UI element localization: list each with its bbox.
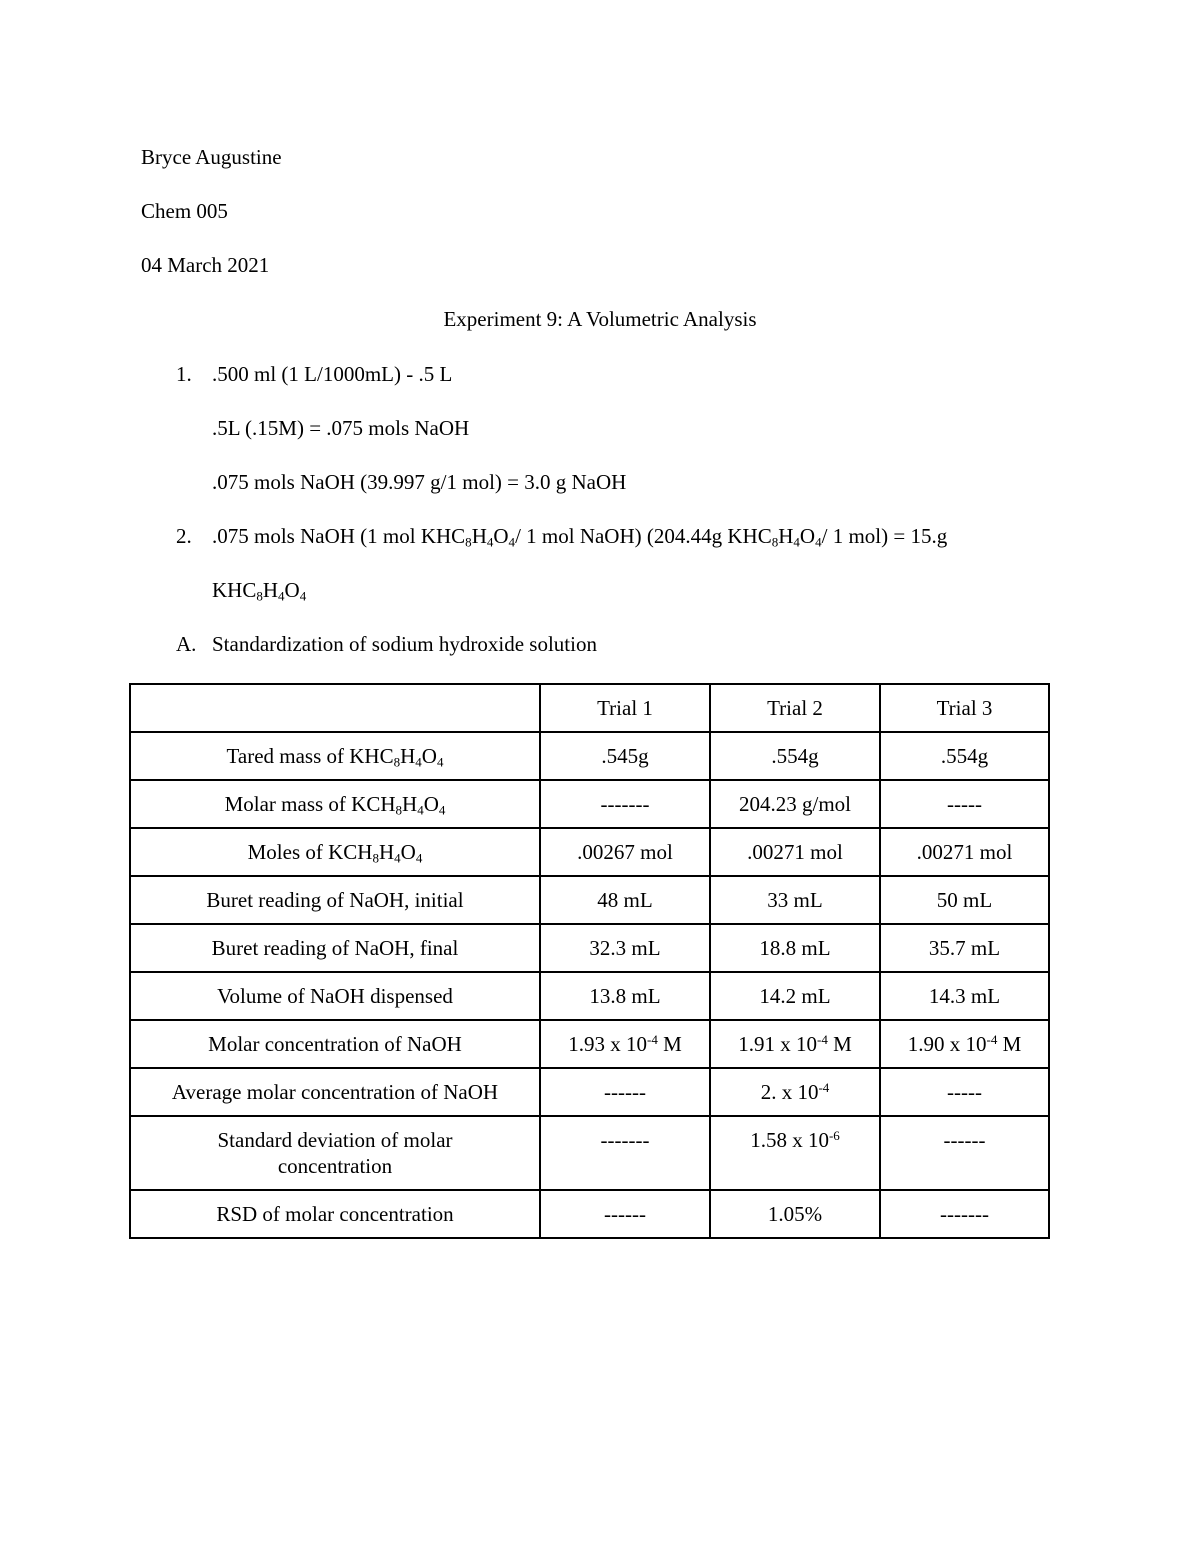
row-label: Volume of NaOH dispensed xyxy=(130,972,540,1020)
table-cell: 35.7 mL xyxy=(880,924,1049,972)
table-cell: 1.91 x $10^{-4}$ M xyxy=(710,1020,880,1068)
table-cell: 1.58 x $10^{-6}$ xyxy=(710,1116,880,1190)
q1-line-2: .5L (.15M) = .075 mols NaOH xyxy=(212,416,470,440)
row-label: Molar concentration of NaOH xyxy=(130,1020,540,1068)
table-cell: .545g xyxy=(540,732,710,780)
table-cell: .00267 mol xyxy=(540,828,710,876)
date: 04 March 2021 xyxy=(141,253,270,277)
table-row xyxy=(130,972,1049,1020)
table-cell: .00271 mol xyxy=(880,828,1049,876)
q1-number: 1. xyxy=(176,362,192,386)
table-cell: ------- xyxy=(540,1116,710,1190)
table-header-row xyxy=(130,684,1049,732)
table-cell: 204.23 g/mol xyxy=(710,780,880,828)
row-label: Buret reading of NaOH, initial xyxy=(130,876,540,924)
q2-line-1: .075 mols NaOH (1 mol $KHC_8H_4O_4/$ 1 mol NaOH) (204.44g $KHC_8H_4O_4/$ 1 mol) = 15.g xyxy=(212,524,948,550)
table-cell: 14.2 mL xyxy=(710,972,880,1020)
table-row xyxy=(130,924,1049,972)
table-cell: .554g xyxy=(710,732,880,780)
table-cell: .00271 mol xyxy=(710,828,880,876)
q1-line-3: .075 mols NaOH (39.997 g/1 mol) = 3.0 g NaOH xyxy=(212,470,627,494)
header-cell: Trial 2 xyxy=(710,684,880,732)
page-title: Experiment 9: A Volumetric Analysis xyxy=(443,307,757,331)
table-cell: ------- xyxy=(880,1190,1049,1238)
table-cell: 1.90 x $10^{-4}$ M xyxy=(880,1020,1049,1068)
course-name: Chem 005 xyxy=(141,199,228,223)
q1-line-1: .500 ml (1 L/1000mL) - .5 L xyxy=(212,362,453,386)
table-cell: 32.3 mL xyxy=(540,924,710,972)
table-cell: ------ xyxy=(540,1190,710,1238)
section-a-letter: A. xyxy=(176,632,197,656)
table-cell: 48 mL xyxy=(540,876,710,924)
table-cell: 14.3 mL xyxy=(880,972,1049,1020)
table-row xyxy=(130,1116,1049,1190)
section-a-label: Standardization of sodium hydroxide solution xyxy=(212,632,597,656)
table-cell: 2. x $10^{-4}$ xyxy=(710,1068,880,1116)
table-cell: 13.8 mL xyxy=(540,972,710,1020)
row-label: Standard deviation of molar concentration xyxy=(130,1116,540,1190)
row-label: Buret reading of NaOH, final xyxy=(130,924,540,972)
row-label: Moles of $KCH_8H_4O_4$ xyxy=(130,828,540,876)
table-row xyxy=(130,876,1049,924)
data-table xyxy=(129,683,1050,1239)
table-cell: ------ xyxy=(880,1116,1049,1190)
student-name: Bryce Augustine xyxy=(141,145,282,169)
row-label: Average molar concentration of NaOH xyxy=(130,1068,540,1116)
table-row xyxy=(130,1068,1049,1116)
table-cell: 1.93 x $10^{-4}$ M xyxy=(540,1020,710,1068)
table-row xyxy=(130,732,1049,780)
table-row xyxy=(130,780,1049,828)
row-label: Tared mass of $KHC_8H_4O_4$ xyxy=(130,732,540,780)
q2-number: 2. xyxy=(176,524,192,548)
row-label: Molar mass of $KCH_8H_4O_4$ xyxy=(130,780,540,828)
table-row xyxy=(130,1020,1049,1068)
table-cell: 18.8 mL xyxy=(710,924,880,972)
header-cell: Trial 1 xyxy=(540,684,710,732)
table-cell: ------ xyxy=(540,1068,710,1116)
table-cell: ------- xyxy=(540,780,710,828)
table-row xyxy=(130,1190,1049,1238)
table-cell: 33 mL xyxy=(710,876,880,924)
table-row xyxy=(130,828,1049,876)
table-cell: ----- xyxy=(880,780,1049,828)
header-cell xyxy=(130,684,540,732)
table-cell: 1.05% xyxy=(710,1190,880,1238)
q2-line-2: $KHC_8H_4O_4$ xyxy=(212,578,307,604)
table-cell: ----- xyxy=(880,1068,1049,1116)
header-cell: Trial 3 xyxy=(880,684,1049,732)
table-cell: .554g xyxy=(880,732,1049,780)
row-label: RSD of molar concentration xyxy=(130,1190,540,1238)
table-cell: 50 mL xyxy=(880,876,1049,924)
